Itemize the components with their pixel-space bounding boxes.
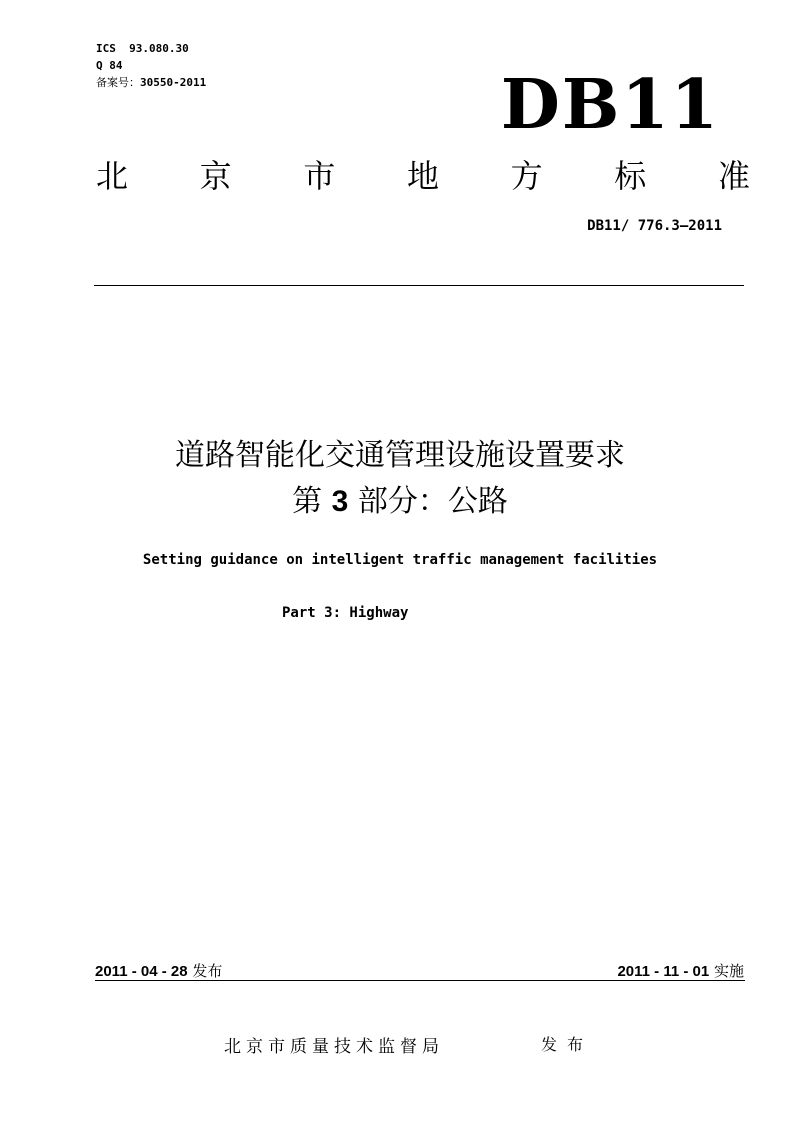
top-divider xyxy=(94,285,744,286)
issue-action: 发布 xyxy=(541,1035,594,1054)
classification-block xyxy=(96,40,206,91)
standard-type-char: 标 xyxy=(614,157,647,195)
title-part-prefix: 第 xyxy=(292,484,323,519)
standard-type-char: 北 xyxy=(96,157,129,195)
bottom-divider xyxy=(95,980,745,981)
filing-label: 备案号： xyxy=(96,76,140,89)
implement-label: 实施 xyxy=(713,962,744,980)
filing-record xyxy=(96,74,206,91)
standard-type xyxy=(96,156,750,196)
title-part-suffix: 部分：公路 xyxy=(357,484,508,519)
publish-date xyxy=(95,960,222,981)
publish-date-value: 2011 - 04 - 28 xyxy=(95,963,188,980)
english-title-line2: Part 3: Highway xyxy=(282,605,409,621)
filing-number: 30550-2011 xyxy=(140,76,207,89)
db-logo: DB11 xyxy=(500,65,720,145)
document-title-line2 xyxy=(0,482,800,522)
ics-code: ICS 93.080.30 xyxy=(96,42,189,55)
implement-date-value: 2011 - 11 - 01 xyxy=(617,963,710,980)
implement-date xyxy=(617,960,744,981)
document-title-line1: 道路智能化交通管理设施设置要求 xyxy=(175,438,625,473)
standard-type-char: 地 xyxy=(406,157,439,195)
title-part-number: 3 xyxy=(331,485,349,518)
issuing-authority: 北京市质量技术监督局 xyxy=(224,1037,444,1057)
standard-number: DB11/ 776.3—2011 xyxy=(587,218,722,234)
standard-type-char: 京 xyxy=(199,157,232,195)
publish-label: 发布 xyxy=(192,962,223,980)
standard-type-char: 准 xyxy=(717,157,750,195)
english-title-line1: Setting guidance on intelligent traffic management facilities xyxy=(142,552,658,568)
ccs-code: Q 84 xyxy=(96,59,123,72)
standard-type-char: 市 xyxy=(303,157,336,195)
standard-type-char: 方 xyxy=(510,157,543,195)
